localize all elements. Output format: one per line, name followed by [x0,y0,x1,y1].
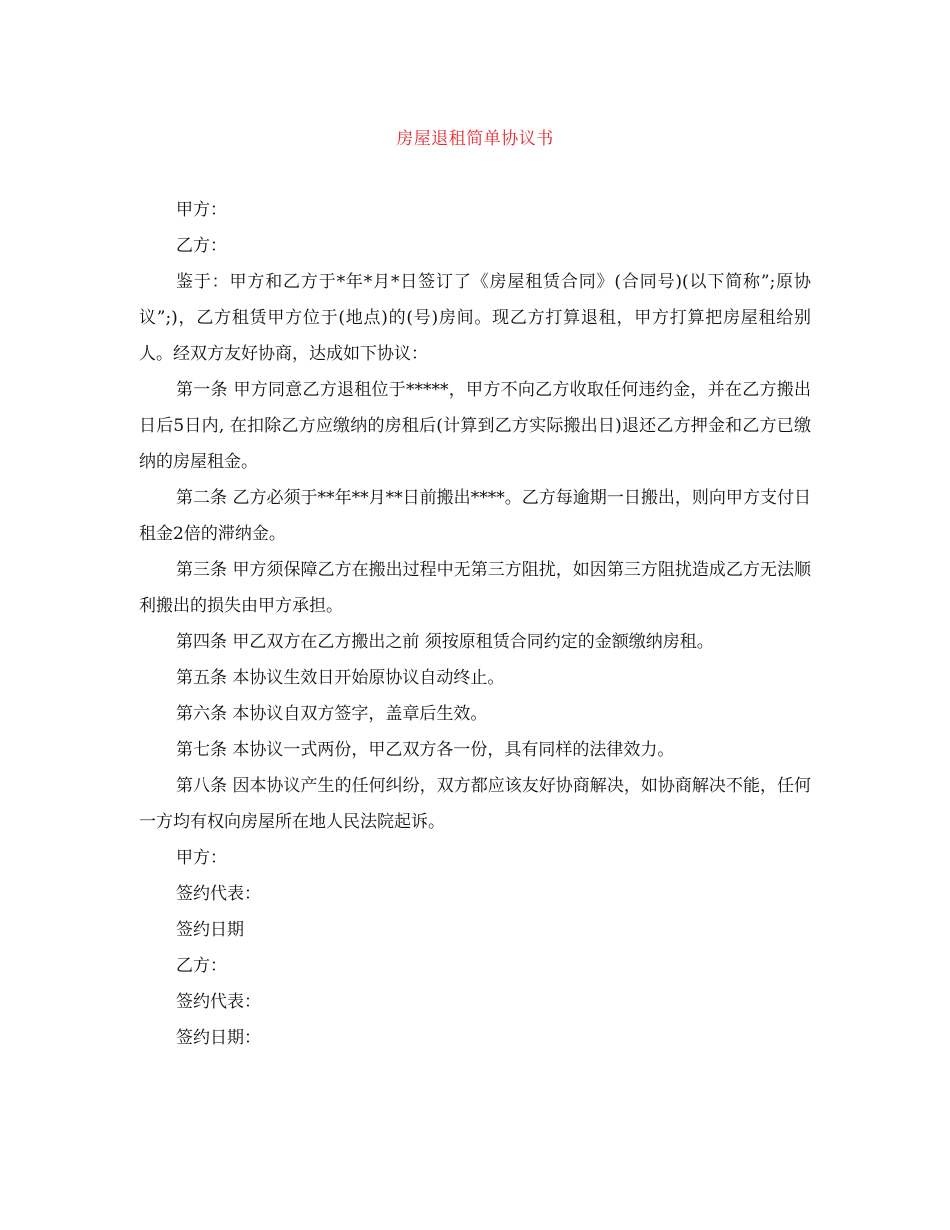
signature-party-b-representative: 签约代表： [176,992,261,1012]
clause-1: 第一条 甲方同意乙方退租位于*****，甲方不向乙方收取任何违约金，并在乙方搬出日后5日内, 在扣除乙方应缴纳的房租后(计算到乙方实际搬出日)退还乙方押金和乙方已缴纳的房屋租金。 [139,380,811,472]
clause-3: 第三条 甲方须保障乙方在搬出过程中无第三方阻扰，如因第三方阻扰造成乙方无法顺利搬出的损失由甲方承担。 [139,560,811,616]
clause-4: 第四条 甲乙双方在乙方搬出之前 须按原租赁合同约定的金额缴纳房租。 [176,632,714,652]
clause-5: 第五条 本协议生效日开始原协议自动终止。 [176,668,505,688]
document-body [139,192,811,1056]
clause-2: 第二条 乙方必须于**年**月**日前搬出****。乙方每逾期一日搬出，则向甲方支付日租金2倍的滞纳金。 [139,488,811,544]
signature-party-a: 甲方： [176,848,227,868]
party-b-label: 乙方： [176,236,227,256]
clause-8: 第八条 因本协议产生的任何纠纷，双方都应该友好协商解决，如协商解决不能，任何一方均有权向房屋所在地人民法院起诉。 [139,776,811,832]
signature-party-b: 乙方： [176,956,227,976]
signature-party-a-date: 签约日期 [176,920,244,940]
clause-7: 第七条 本协议一式两份，甲乙双方各一份，具有同样的法律效力。 [176,740,675,760]
party-a-label: 甲方： [176,200,227,220]
recital-paragraph: 鉴于：甲方和乙方于*年*月*日签订了《房屋租赁合同》(合同号)(以下简称”;原协议”;)，乙方租赁甲方位于(地点)的(号)房间。现乙方打算退租，甲方打算把房屋租给别人。经双方友好协商，达成如下协议： [139,272,811,364]
signature-party-a-representative: 签约代表： [176,884,261,904]
clause-6: 第六条 本协议自双方签字，盖章后生效。 [176,704,488,724]
signature-party-b-date: 签约日期： [176,1028,261,1048]
document-title: 房屋退租简单协议书 [396,129,554,149]
